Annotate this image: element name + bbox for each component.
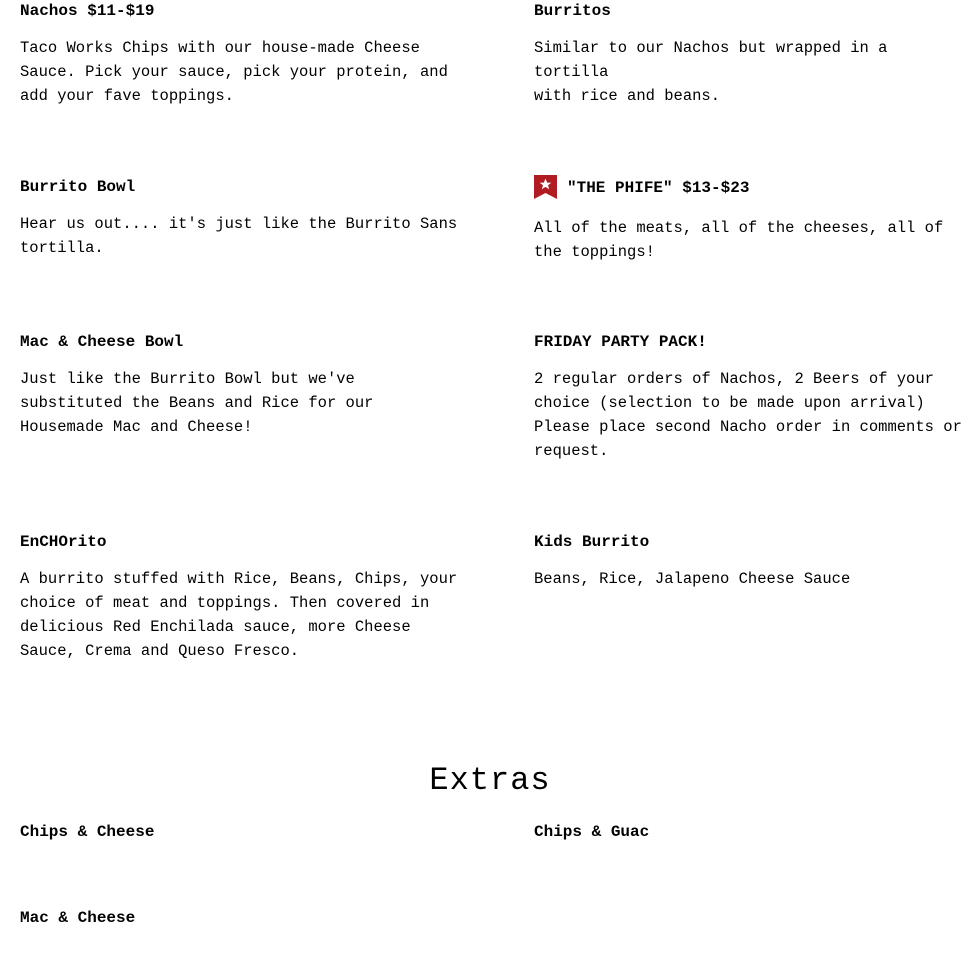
menu-item-title-text: "THE PHIFE" $13-$23 (567, 179, 750, 197)
menu-item-title: Chips & Cheese (20, 823, 155, 841)
menu-item-title: Nachos $11-$19 (20, 2, 155, 20)
menu-item-title: Kids Burrito (534, 533, 650, 551)
menu-item-description: Beans, Rice, Jalapeno Cheese Sauce (534, 570, 851, 588)
menu-item-title: EnCHOrito (20, 533, 107, 551)
menu-item-burrito-bowl[interactable] (20, 177, 460, 260)
menu-item-description: All of the meats, all of the cheeses, all of the toppings! (534, 219, 944, 261)
menu-item-description: Similar to our Nachos but wrapped in a tortilla with rice and beans. (534, 39, 888, 105)
menu-item-title: Burritos (534, 2, 611, 20)
menu-item-description: Taco Works Chips with our house-made Cheese Sauce. Pick your sauce, pick your protein, and add your fave toppings. (20, 39, 448, 105)
star-ribbon-icon (534, 175, 557, 199)
menu-item-title: Chips & Guac (534, 823, 650, 841)
menu-item-title: Mac & Cheese Bowl (20, 333, 184, 351)
menu-item-title: Mac & Cheese (20, 909, 136, 927)
menu-item-title: FRIDAY PARTY PACK! (534, 333, 707, 351)
menu-item-description: A burrito stuffed with Rice, Beans, Chips, your choice of meat and toppings. Then covered in delicious Red Enchilada sauce, more Cheese Sauce, Crema and Queso Fresco. (20, 570, 458, 660)
menu-item-kids-burrito[interactable] (534, 532, 965, 591)
menu-item-mac-cheese-bowl[interactable] (20, 332, 460, 439)
extra-item-chips-guac[interactable] (534, 822, 965, 842)
section-heading-extras: Extras (429, 762, 551, 799)
menu-item-enchorito[interactable] (20, 532, 460, 663)
menu-item-description: Just like the Burrito Bowl but we've substituted the Beans and Rice for our Housemade Mac and Cheese! (20, 370, 374, 436)
menu-item-the-phife[interactable] (534, 177, 965, 264)
menu-item-friday-party-pack[interactable] (534, 332, 965, 463)
menu-item-nachos[interactable] (20, 1, 460, 108)
menu-item-title: Burrito Bowl (20, 178, 136, 196)
menu-item-description: 2 regular orders of Nachos, 2 Beers of your choice (selection to be made upon arrival) Please place second Nacho order in comments or request. (534, 370, 962, 460)
extra-item-mac-cheese[interactable] (20, 908, 460, 928)
menu-item-description: Hear us out.... it's just like the Burrito Sans tortilla. (20, 215, 458, 257)
menu-item-burritos[interactable] (534, 1, 965, 108)
menu-item-title (534, 177, 965, 199)
extra-item-chips-cheese[interactable] (20, 822, 460, 842)
